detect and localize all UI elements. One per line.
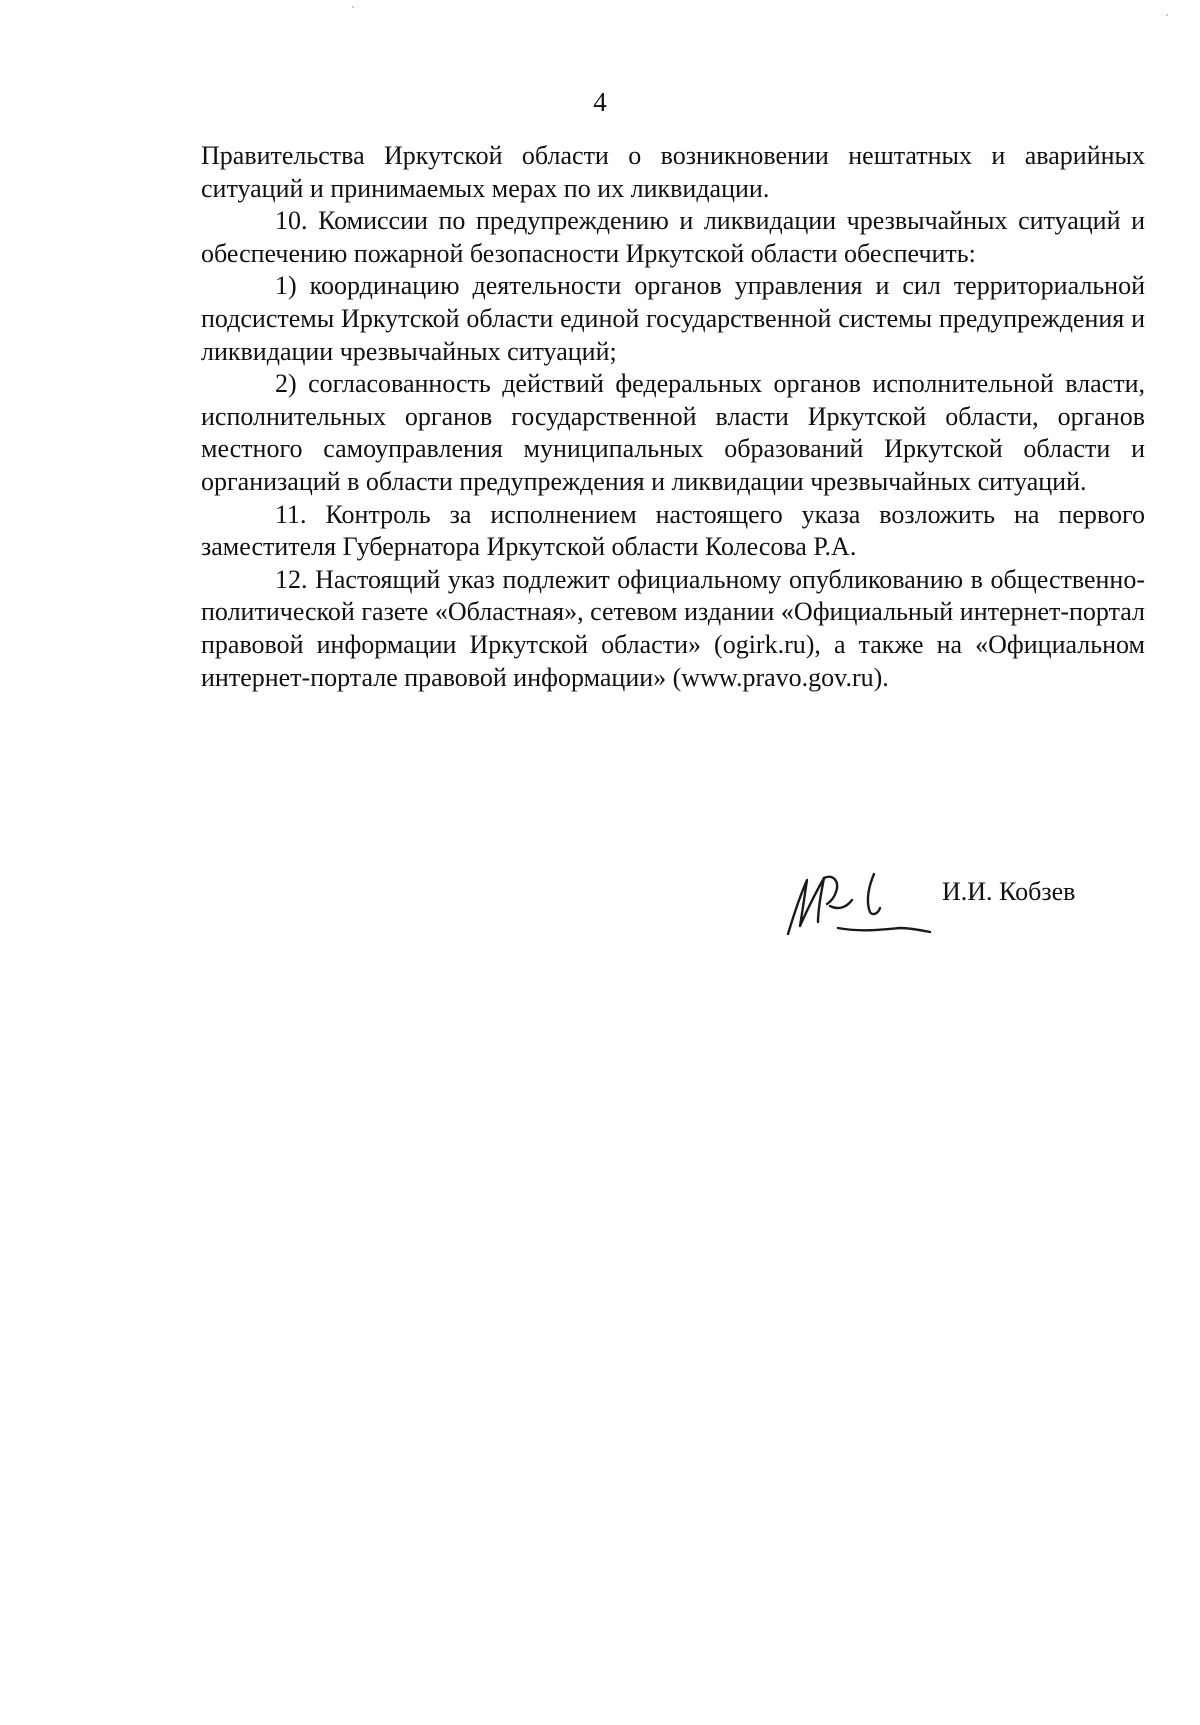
paragraph-continuation: Правительства Иркутской области о возникновении нештатных и аварийных ситуаций и принимаемых мерах по их ликвидации. xyxy=(201,141,1145,203)
handwritten-signature xyxy=(780,862,950,952)
scan-artifact-dot xyxy=(352,6,354,8)
scan-artifact-dot xyxy=(1166,14,1168,16)
paragraph-item-12: 12. Настоящий указ подлежит официальному опубликованию в общественно-политической газете «Областная», сетевом издании «Официальный интернет-портал правовой информации Иркутской области» (ogirk.ru), а также на «Официальном интернет-портале правовой информации» (www.pravo.gov.ru). xyxy=(201,564,1145,692)
page-number: 4 xyxy=(593,87,607,117)
paragraph-subitem-1: 1) координацию деятельности органов управления и сил территориальной подсистемы Иркутской области единой государственной системы предупреждения и ликвидации чрезвычайных ситуаций; xyxy=(201,271,1145,366)
paragraph-item-10: 10. Комиссии по предупреждению и ликвидации чрезвычайных ситуаций и обеспечению пожарной безопасности Иркутской области обеспечить: xyxy=(201,206,1145,268)
paragraph-item-11: 11. Контроль за исполнением настоящего указа возложить на первого заместителя Губернатора Иркутской области Колесова Р.А. xyxy=(201,499,1145,562)
signature-block xyxy=(780,862,1100,952)
paragraph-subitem-2: 2) согласованность действий федеральных органов исполнительной власти, исполнительных органов государственной власти Иркутской области, органов местного самоуправления муниципальных образований Иркутской области и организаций в области предупреждения и ликвидации чрезвычайных ситуаций. xyxy=(201,369,1145,496)
signer-name: И.И. Кобзев xyxy=(942,877,1076,906)
document-body xyxy=(201,140,1145,694)
